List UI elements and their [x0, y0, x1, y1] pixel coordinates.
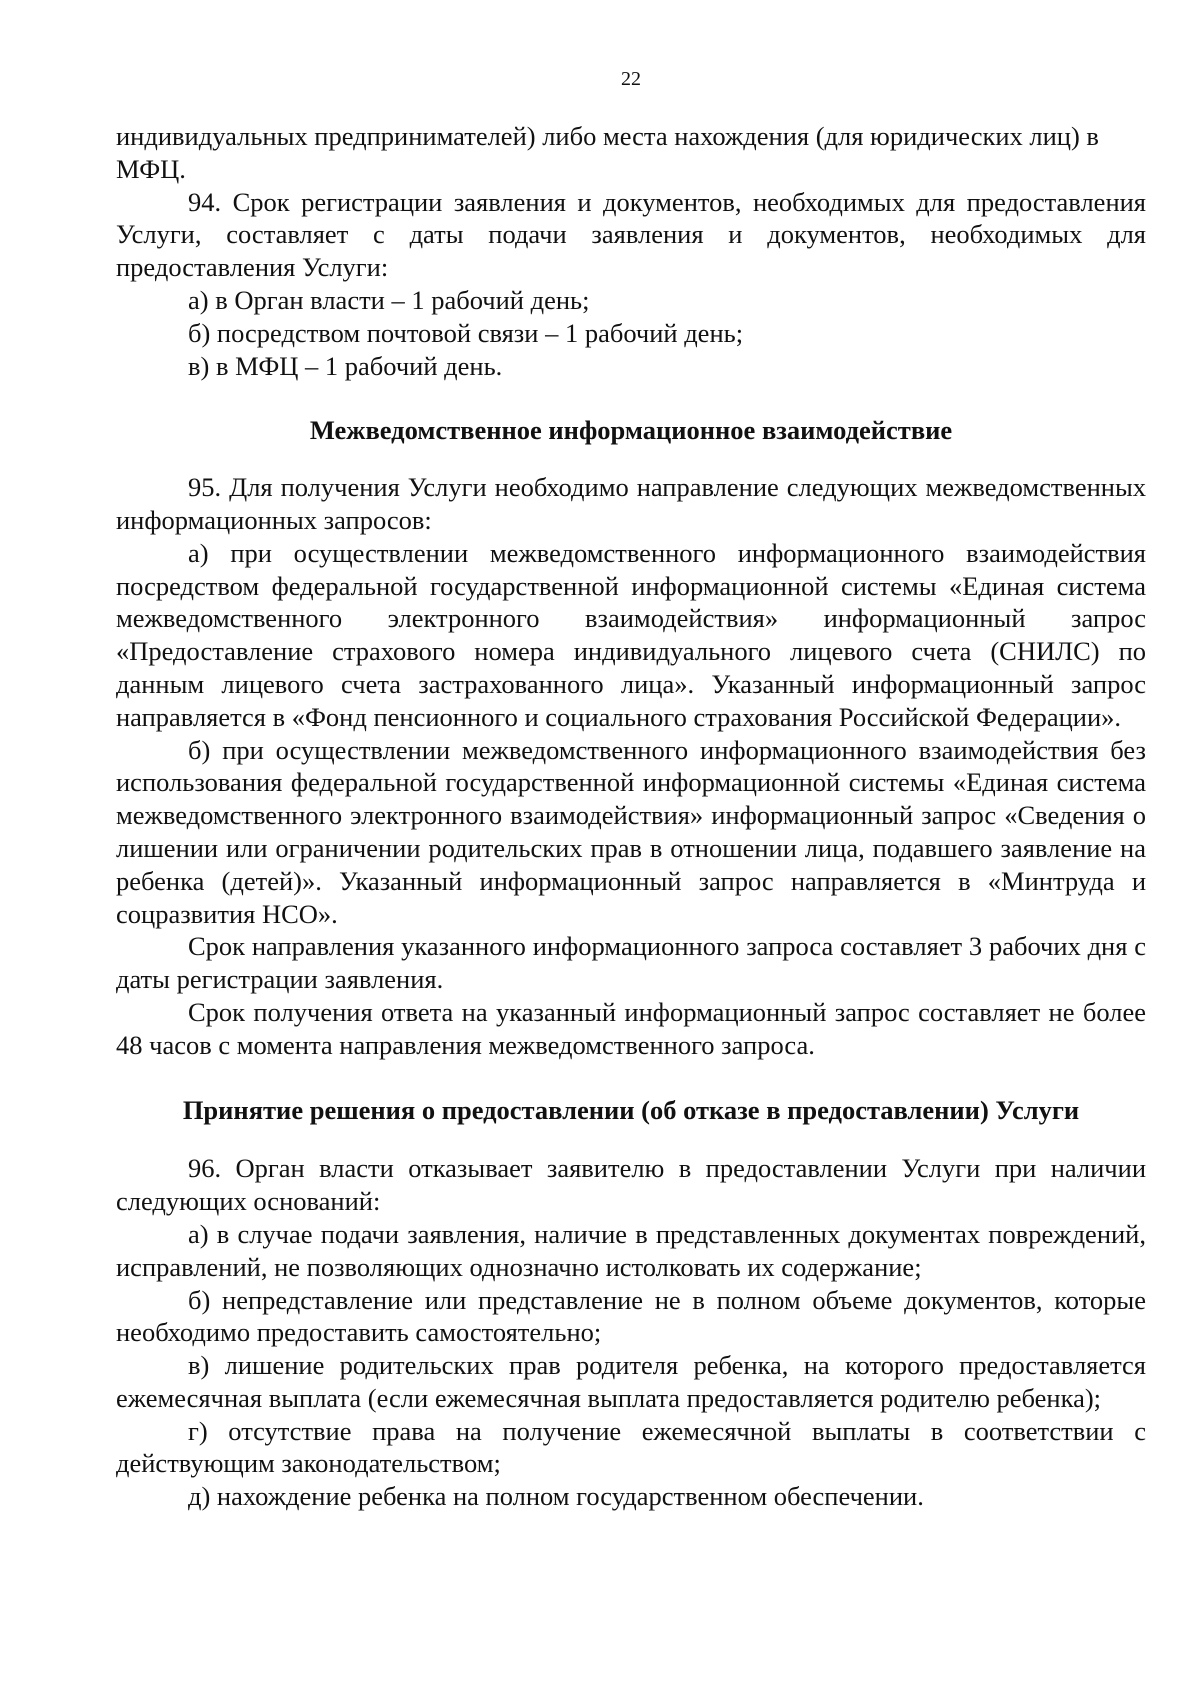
list-item: б) непредставление или представление не в полном объеме документов, которые необходимо предоставить самостоятельно;: [116, 1284, 1146, 1348]
list-item: г) отсутствие права на получение ежемесячной выплаты в соответствии с действующим законодательством;: [116, 1415, 1146, 1479]
section-heading: Межведомственное информационное взаимодействие: [309, 415, 953, 446]
paragraph: 95. Для получения Услуги необходимо направление следующих межведомственных информационных запросов:: [116, 472, 1146, 535]
list-item: в) в МФЦ – 1 рабочий день.: [188, 350, 503, 381]
list-item: а) в случае подачи заявления, наличие в представленных документах повреждений, исправлений, не позволяющих однозначно истолковать их содержание;: [116, 1218, 1146, 1282]
paragraph: 94. Срок регистрации заявления и документов, необходимых для предоставления Услуги, составляет с даты подачи заявления и документов, необходимых для предоставления Услуги:: [116, 186, 1146, 283]
paragraph: Срок направления указанного информационного запроса составляет 3 рабочих дня с даты регистрации заявления.: [116, 931, 1146, 995]
list-item: в) лишение родительских прав родителя ребенка, на которого предоставляется ежемесячная выплата (если ежемесячная выплата предоставляется родителю ребенка);: [116, 1350, 1146, 1413]
list-item: а) при осуществлении межведомственного информационного взаимодействия посредством федеральной государственной информационной системы «Единая система межведомственного электронного взаимодействия» информационный запрос «Предоставление страхового номера индивидуального лицевого счета (СНИЛС) по данным лицевого счета застрахованного лица». Указанный информационный запрос направляется в «Фонд пенсионного и социального страхования Российской Федерации».: [116, 537, 1146, 732]
list-item: а) в Орган власти – 1 рабочий день;: [188, 284, 590, 315]
paragraph: индивидуальных предпринимателей) либо места нахождения (для юридических лиц) в МФЦ.: [116, 121, 1099, 184]
list-item: б) посредством почтовой связи – 1 рабочий день;: [188, 317, 744, 348]
list-item: б) при осуществлении межведомственного информационного взаимодействия без использования федеральной государственной информационной системы «Единая система межведомственного электронного взаимодействия» информационный запрос «Сведения о лишении или ограничении родительских прав в отношении лица, подавшего заявление на ребенка (детей)». Указанный информационный запрос направляется в «Минтруда и соцразвития НСО».: [116, 734, 1146, 929]
page-number: 22: [621, 68, 641, 90]
paragraph: 96. Орган власти отказывает заявителю в предоставлении Услуги при наличии следующих оснований:: [116, 1153, 1146, 1217]
section-heading: Принятие решения о предоставлении (об отказе в предоставлении) Услуги: [182, 1094, 1080, 1125]
list-item: д) нахождение ребенка на полном государственном обеспечении.: [188, 1481, 924, 1512]
paragraph: Срок получения ответа на указанный информационный запрос составляет не более 48 часов с момента направления межведомственного запроса.: [116, 996, 1146, 1060]
document-body: [116, 120, 1146, 1513]
